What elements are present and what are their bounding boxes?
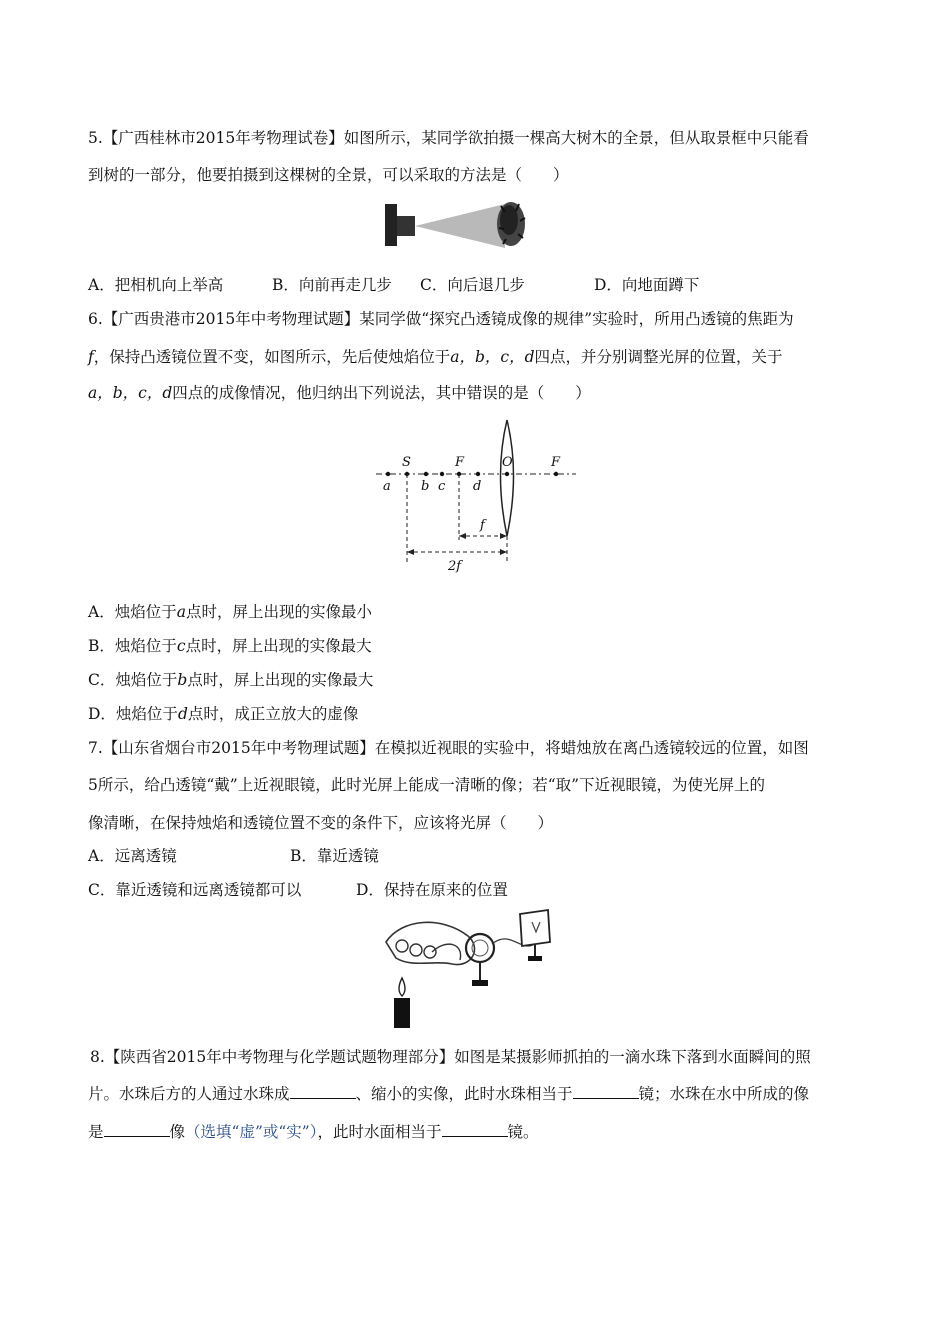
point-b xyxy=(424,472,428,476)
q7-line-3: 像清晰，在保持烛焰和透镜位置不变的条件下，应该将光屏（ ） xyxy=(88,814,554,832)
point-f-right xyxy=(554,472,558,476)
dimension-f xyxy=(459,533,507,539)
point-o xyxy=(505,472,509,476)
q6-convex-lens-diagram xyxy=(370,412,580,578)
label-c: c xyxy=(438,479,446,494)
q7-option-d: D．保持在原来的位置 xyxy=(356,881,508,899)
label-dim-f: f xyxy=(480,518,485,533)
label-f-left: F xyxy=(455,455,465,470)
point-d xyxy=(476,472,480,476)
q5-option-d: D．向地面蹲下 xyxy=(594,276,700,294)
q6-vars-abcd: a，b，c，d xyxy=(450,348,535,366)
point-c xyxy=(440,472,444,476)
label-d: d xyxy=(473,479,482,494)
camera-body xyxy=(385,204,397,246)
q5-line-2: 到树的一部分，他要拍摄到这棵树的全景，可以采取的方法是（ ） xyxy=(88,166,569,184)
q8-line-3: 是 像（选填“虚”或“实”），此时水面相当于 镜。 xyxy=(88,1123,539,1141)
label-f-right: F xyxy=(551,455,561,470)
q7-option-a: A．远离透镜 xyxy=(88,847,177,865)
q7-line-2: 5所示，给凸透镜“戴”上近视眼镜，此时光屏上能成一清晰的像；若“取”下近视眼镜，为使光屏上的 xyxy=(88,776,766,794)
q5-option-a: A．把相机向上举高 xyxy=(88,276,224,294)
q6-option-d: D．烛焰位于d点时，成正立放大的虚像 xyxy=(88,705,359,723)
q6-option-b: B．烛焰位于c点时，屏上出现的实像最大 xyxy=(88,637,372,655)
camera-lens xyxy=(397,216,415,236)
label-a: a xyxy=(383,479,391,494)
q7-option-c: C．靠近透镜和远离透镜都可以 xyxy=(88,881,302,899)
q7-line-1: 7.【山东省烟台市2015年中考物理试题】在模拟近视眼的实验中，将蜡烛放在离凸透镜较远的位置，如图 xyxy=(88,739,809,757)
candle-icon xyxy=(394,978,410,1028)
label-dim-2f: 2f xyxy=(448,559,462,574)
q6-option-c: C．烛焰位于b点时，屏上出现的实像最大 xyxy=(88,671,374,689)
q8-line-1: 8.【陕西省2015年中考物理与化学题试题物理部分】如图是某摄影师抓拍的一滴水珠下落到水面瞬间的照 xyxy=(90,1048,811,1066)
q6-line-3: a，b，c，d四点的成像情况，他归纳出下列说法，其中错误的是（ ） xyxy=(88,384,591,402)
q5-option-c: C．向后退几步 xyxy=(420,276,525,294)
q6-line-1: 6.【广西贵港市2015年中考物理试题】某同学做“探究凸透镜成像的规律”实验时，所用凸透镜的焦距为 xyxy=(88,310,794,328)
light-screen-icon xyxy=(520,910,550,961)
q7-myopia-experiment-figure xyxy=(372,908,572,1032)
point-a xyxy=(386,472,390,476)
label-b: b xyxy=(421,479,430,494)
label-s: S xyxy=(402,455,411,470)
tree-icon xyxy=(497,202,525,246)
q5-line-1: 5.【广西桂林市2015年考物理试卷】如图所示，某同学欲拍摄一棵高大树木的全景，但从取景框中只能看 xyxy=(88,129,809,147)
q6-var-f: f xyxy=(88,348,94,366)
q8-hint: （选填“虚”或“实”） xyxy=(185,1123,318,1141)
q6-vars-abcd-2: a，b，c，d xyxy=(88,384,173,402)
q8-blank-4[interactable] xyxy=(442,1122,508,1137)
hand-with-glasses-icon xyxy=(386,922,475,964)
dimension-2f xyxy=(407,549,507,555)
q8-blank-1[interactable] xyxy=(290,1084,356,1099)
q6-option-a: A．烛焰位于a点时，屏上出现的实像最小 xyxy=(88,603,372,621)
q5-option-b: B．向前再走几步 xyxy=(272,276,392,294)
label-o: O xyxy=(502,455,513,470)
convex-lens xyxy=(501,420,514,536)
q5-camera-tree-figure xyxy=(383,198,533,252)
q7-option-b: B．靠近透镜 xyxy=(290,847,379,865)
q8-blank-3[interactable] xyxy=(104,1122,170,1137)
q6-line-2: f，保持凸透镜位置不变，如图所示，先后使烛焰位于a，b，c，d四点，并分别调整光屏的位置，关于 xyxy=(88,348,783,366)
q8-blank-2[interactable] xyxy=(573,1084,639,1099)
q8-line-2: 片。水珠后方的人通过水珠成 、缩小的实像，此时水珠相当于 镜；水珠在水中所成的像 xyxy=(88,1085,810,1103)
view-cone xyxy=(415,204,505,248)
